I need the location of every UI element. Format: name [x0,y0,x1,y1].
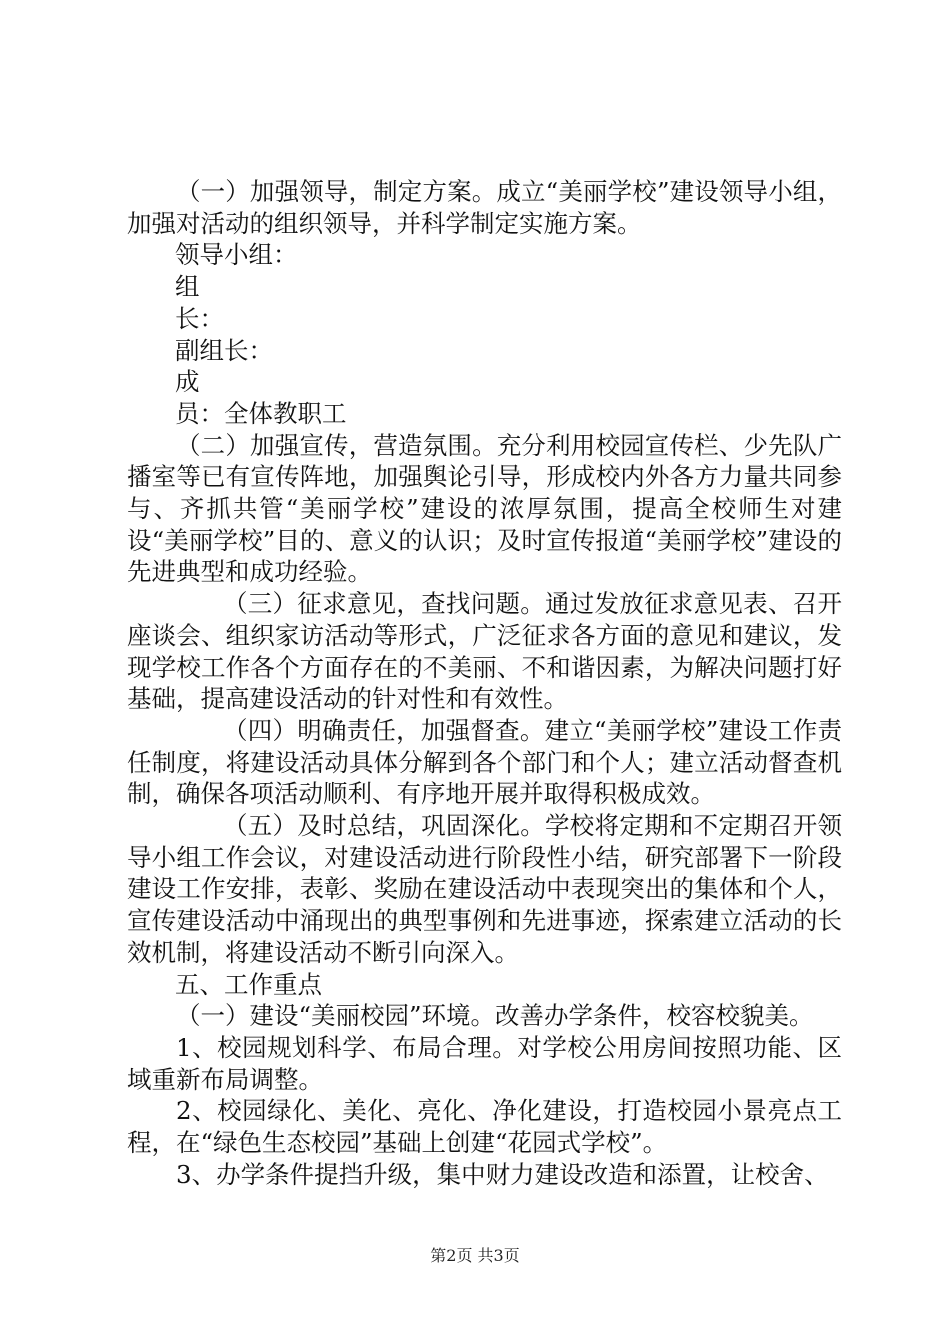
paragraph-campus-environment: （一）建设“美丽校园”环境。改善办学条件，校容校貌美。 [176,1001,814,1031]
leading-group-label: 领导小组： [175,240,298,270]
page-footer: 第2页 共3页 [430,1246,520,1265]
group-leader-label-2: 长： [175,303,224,333]
group-leader-label-1: 组 [175,272,200,302]
paragraph-publicity: （二）加强宣传，营造氛围。充分利用校园宣传栏、少先队广播室等已有宣传阵地，加强舆论引导，形成校内外各方力量共同参与、齐抓共管“美丽学校”建设的浓厚氛围，提高全校师生对建设“美丽学校”目的、意义的认识；及时宣传报道“美丽学校”建设的先进典型和成功经验。 [127,430,842,587]
list-item-2: 2、校园绿化、美化、亮化、净化建设，打造校园小景亮点工程，在“绿色生态校园”基础上创建“花园式学校”。 [127,1096,842,1158]
members-label-2: 员：全体教职工 [175,398,347,428]
paragraph-summary: （五）及时总结，巩固深化。学校将定期和不定期召开领导小组工作会议，对建设活动进行阶段性小结，研究部署下一阶段建设工作安排，表彰、奖励在建设活动中表现突出的集体和个人，宣传建设活动中涌现出的典型事例和先进事迹，探索建立活动的长效机制，将建设活动不断引向深入。 [127,811,842,967]
list-item-3: 3、办学条件提挡升级，集中财力建设改造和添置，让校舍、 [176,1159,829,1189]
list-item-1: 1、校园规划科学、布局合理。对学校公用房间按照功能、区域重新布局调整。 [127,1032,842,1094]
paragraph-responsibility: （四）明确责任，加强督查。建立“美丽学校”建设工作责任制度，将建设活动具体分解到各个部门和个人；建立活动督查机制，确保各项活动顺利、有序地开展并取得积极成效。 [127,715,842,809]
paragraph-opinions: （三）征求意见，查找问题。通过发放征求意见表、召开座谈会、组织家访活动等形式，广泛征求各方面的意见和建议，发现学校工作各个方面存在的不美丽、不和谐因素，为解决问题打好基础，提高建设活动的针对性和有效性。 [127,589,842,714]
section-heading-key-work: 五、工作重点 [175,969,322,999]
members-label-1: 成 [175,367,200,397]
document-body [127,176,842,1191]
deputy-leader-label: 副组长： [175,335,273,365]
paragraph-leadership: （一）加强领导，制定方案。成立“美丽学校”建设领导小组，加强对活动的组织领导，并科学制定实施方案。 [127,177,842,238]
